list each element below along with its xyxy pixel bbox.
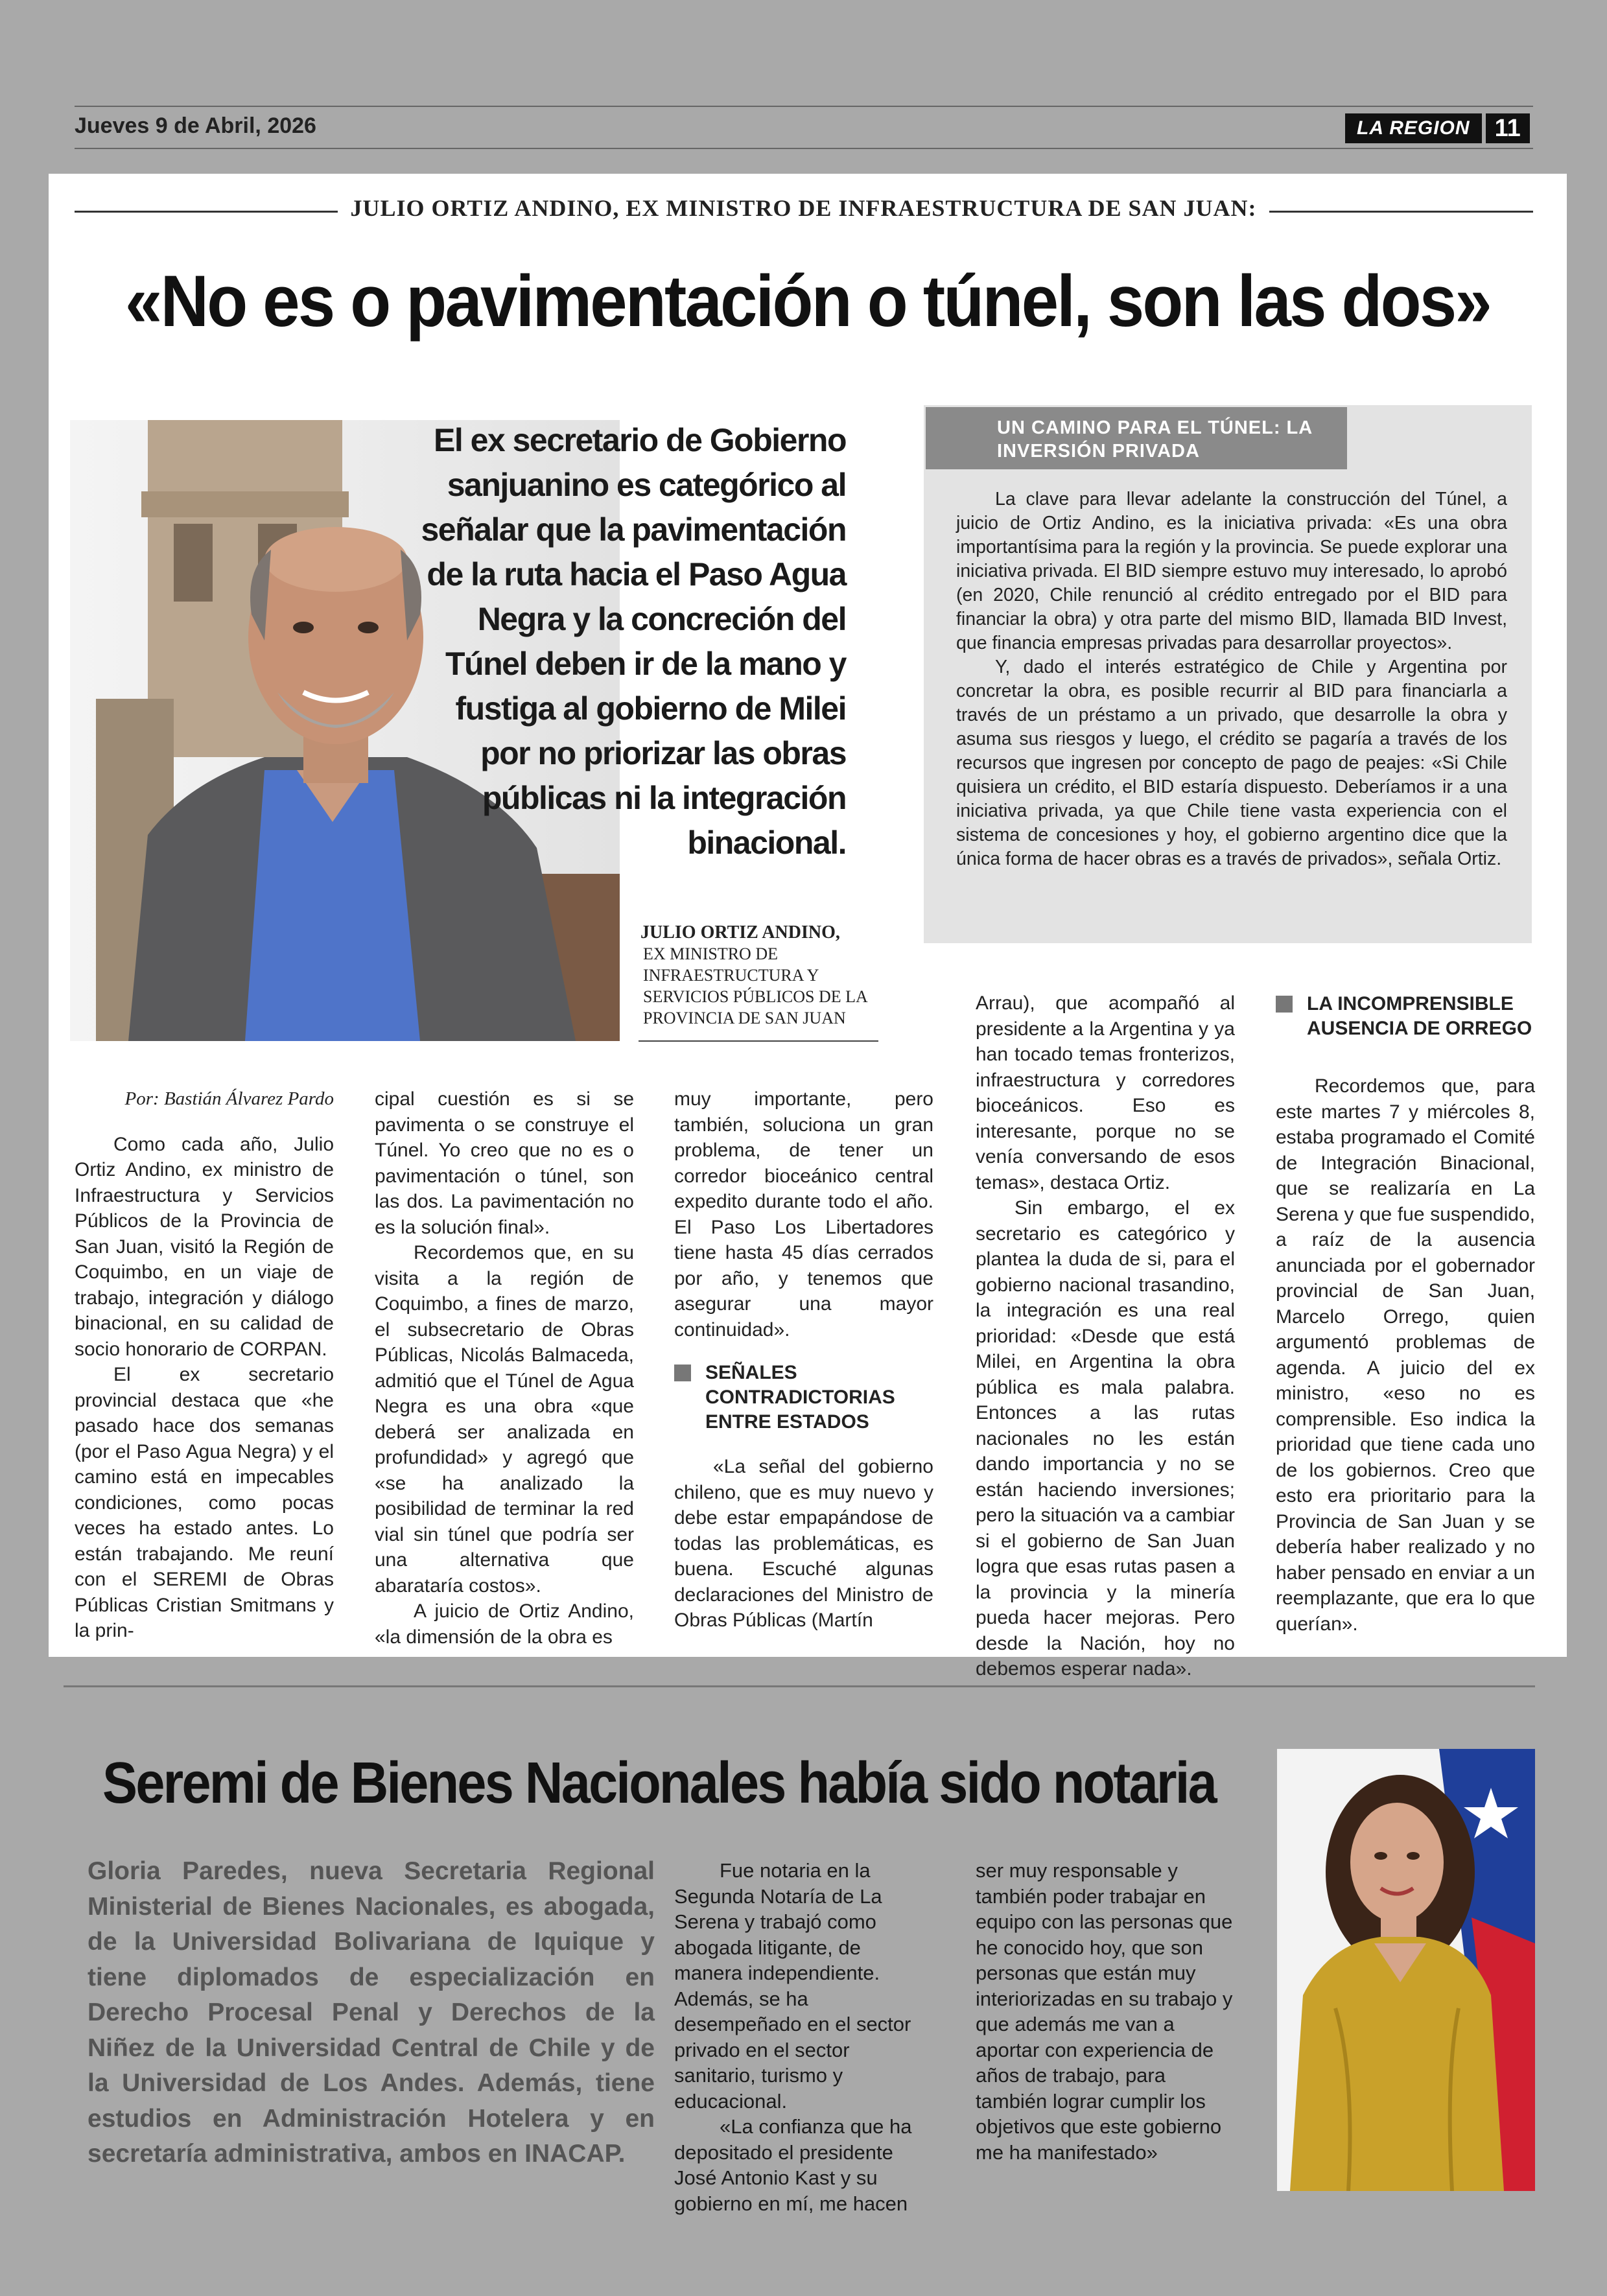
column-5	[1276, 979, 1535, 1637]
brand-name: LA REGION	[1345, 113, 1482, 143]
paragraph: Fue notaria en la Segunda Notaría de La Serena y trabajó como abogada litigante, de manera independiente. Además, se ha desempeñado en el sector privado en el sector sanitario, turismo y educacional.	[674, 1859, 911, 2113]
caption-rule	[639, 1040, 878, 1042]
column-1	[75, 1086, 334, 1644]
second-article-lead: Gloria Paredes, nueva Secretaria Regional Ministerial de Bienes Nacionales, es abogada, de la Universidad Bolivariana de Iquique y tiene diplomados de especialización en Derecho Procesal Penal y Derechos de la Niñez de la Universidad Central de Chile y de la Universidad de Los Andes. Además, tiene estudios en Administración Hotelera y en secretaría administrativa, ambos en INACAP.	[88, 1857, 655, 2168]
subhead-senales	[674, 1361, 933, 1435]
newspaper-brand	[1345, 113, 1530, 143]
sidebar-box-text	[956, 487, 1507, 871]
subhead-text: SEÑALES CONTRADICTORIAS ENTRE ESTADOS	[705, 1362, 895, 1433]
sidebar-box-title: UN CAMINO PARA EL TÚNEL: LA INVERSIÓN PRIVADA	[926, 407, 1347, 469]
box-paragraph: La clave para llevar adelante la construcción del Túnel, a juicio de Ortiz Andino, es la iniciativa privada: «Es una obra importantísima para la región y la provincia. Se puede explorar una iniciativa privada. El BID siempre estuvo muy interesado, lo aprobó (en 2020, Chile renunció al crédito entregado por el BID para financiar la obra) y otra parte del mismo BID, llamada BID Invest, que financia empresas privadas para desarrollar proyectos».	[956, 489, 1507, 653]
paragraph: A juicio de Ortiz Andino, «la dimensión de la obra es	[375, 1600, 634, 1648]
paragraph: «La confianza que ha depositado el presidente José Antonio Kast y su gobierno en mí, me hacen	[674, 2115, 912, 2215]
article-lead: El ex secretario de Gobierno sanjuanino es categórico al señalar que la pavimentación de la ruta hacia el Paso Agua Negra y la concreción del Túnel deben ir de la mano y fustiga al gobierno de Milei por no priorizar las obras públicas ni la integración binacional.	[421, 422, 846, 861]
byline: Por: Bastián Álvarez Pardo	[124, 1088, 334, 1109]
column-3	[674, 1086, 933, 1634]
paragraph: Recordemos que, para este martes 7 y miércoles 8, estaba programado el Comité de Integración Binacional, que se realizaría en La Serena y que fue suspendido, a raíz de la ausencia anunciada por el gobernador provincial de San Juan, Marcelo Orrego, quien argumentó problemas de agenda. A juicio del ex ministro, «eso no es comprensible. Eso indica la prioridad que tiene cada uno de los gobiernos. Creo que esto era prioritario para la Provincia de San Juan y se debería haber realizado y no haber pensado en enviar a un reemplazante, que era lo que querían».	[1276, 1075, 1535, 1635]
portrait-illustration	[1277, 1749, 1535, 2191]
box-paragraph: Y, dado el interés estratégico de Chile y Argentina por concretar la obra, es posible recurrir al BID para financiarla a través de un préstamo a un privado, que desarrolle la obra y asuma sus riesgos y luego, el crédito se pagaría a través de los recursos que ingresen por concepto de pago de peajes: «Si Chile quisiera un crédito, el BID estaría dispuesto. Deberíamos ir a una iniciativa privada, ya que Chile tiene vasta experiencia con el sistema de concesiones y hoy, el gobierno argentino dice que la única forma de hacer obras es a través de privados», señala Ortiz.	[956, 657, 1507, 869]
column-4	[976, 990, 1235, 1682]
paragraph: ser muy responsable y también poder trabajar en equipo con las personas que he conocido hoy, que son personas que están muy interiorizadas en su trabajo y que además me van a aportar con experiencia de años de trabajo, para también lograr cumplir los objetivos que este gobierno me ha manifestado»	[976, 1859, 1233, 2164]
paragraph: El ex secretario provincial destaca que «he pasado hace dos semanas (por el Paso Agua Negra) y el camino está en impecables condiciones, como pocas veces ha estado antes. Lo están trabajando. Me reuní con el SEREMI de Obras Públicas Cristian Smitmans y la prin-	[75, 1364, 334, 1641]
column-2	[375, 1086, 634, 1650]
paragraph: Recordemos que, en su visita a la región de Coquimbo, a fines de marzo, el subsecretario de Obras Públicas, Nicolás Balmaceda, admitió que el Túnel de Agua Negra es una obra «que deberá ser analizada en profundidad» y agregó que «se ha analizado la posibilidad de terminar la red vial sin túnel que podría ser una alternativa que abarataría costos».	[375, 1242, 634, 1597]
subhead-text: LA INCOMPRENSIBLE AUSENCIA DE ORREGO	[1307, 993, 1532, 1039]
paragraph: «La señal del gobierno chileno, que es muy nuevo y debe estar empapándose de todas las problemáticas, es buena. Escuché algunas declaraciones del Ministro de Obras Públicas (Martín	[674, 1456, 933, 1631]
photo-gloria-paredes	[1277, 1749, 1535, 2191]
section-divider	[64, 1685, 1535, 1687]
subhead-orrego	[1276, 992, 1535, 1041]
second-article-column-1	[674, 1858, 933, 2216]
page-number: 11	[1486, 113, 1530, 143]
kicker-text: JULIO ORTIZ ANDINO, EX MINISTRO DE INFRAESTRUCTURA DE SAN JUAN:	[338, 195, 1270, 221]
caption-name: JULIO ORTIZ ANDINO,	[640, 922, 840, 943]
paragraph: Como cada año, Julio Ortiz Andino, ex ministro de Infraestructura y Servicios Públicos de la Provincia de San Juan, visitó la Región de Coquimbo, en un viaje de trabajo, integración y diálogo binacional, en su calidad de socio honorario de CORPAN.	[75, 1133, 334, 1360]
article-kicker	[0, 194, 1607, 222]
article-headline: «No es o pavimentación o túnel, son las dos»	[125, 261, 1490, 342]
header-top-rule	[75, 106, 1533, 107]
second-article-headline: Seremi de Bienes Nacionales había sido notaria	[102, 1751, 1215, 1816]
paragraph: Sin embargo, el ex secretario es categórico y plantea la duda de si, para el gobierno nacional trasandino, la integración es una real prioridad: «Desde que está Milei, en Argentina la obra pública es mala palabra. Entonces a las rutas nacionales no les están dando importancia y no se están haciendo inversiones; pero la situación va a cambiar si el gobierno de San Juan logra que esas rutas pasen a la provincia y la minería pueda hacer mejoras. Pero desde la Nación, hoy no debemos esperar nada».	[976, 1197, 1235, 1680]
paragraph: cipal cuestión es si se pavimenta o se construye el Túnel. Yo creo que no es o pavimentación o túnel, son las dos. La pavimentación no es la solución final».	[375, 1088, 634, 1238]
header-bottom-rule	[75, 148, 1533, 149]
subhead-square-icon	[1276, 996, 1293, 1013]
second-article-column-2	[976, 1858, 1235, 2165]
issue-date: Jueves 9 de Abril, 2026	[75, 113, 316, 138]
paragraph: Arrau), que acompañó al presidente a la Argentina y ya han tocado temas fronterizos, infraestructura y corredores bioceánicos. Eso es interesante, porque no se venía conversando de esos temas», destaca Ortiz.	[976, 992, 1235, 1193]
paragraph: muy importante, pero también, soluciona un gran problema, de tener un corredor bioceánico central expedito durante todo el año. El Paso Los Libertadores tiene hasta 45 días cerrados por año, y tenemos que asegurar una mayor continuidad».	[674, 1088, 933, 1341]
photo-caption	[640, 922, 880, 1029]
caption-role: EX MINISTRO DE INFRAESTRUCTURA Y SERVICIOS PÚBLICOS DE LA PROVINCIA DE SAN JUAN	[643, 944, 867, 1027]
subhead-square-icon	[674, 1365, 691, 1381]
